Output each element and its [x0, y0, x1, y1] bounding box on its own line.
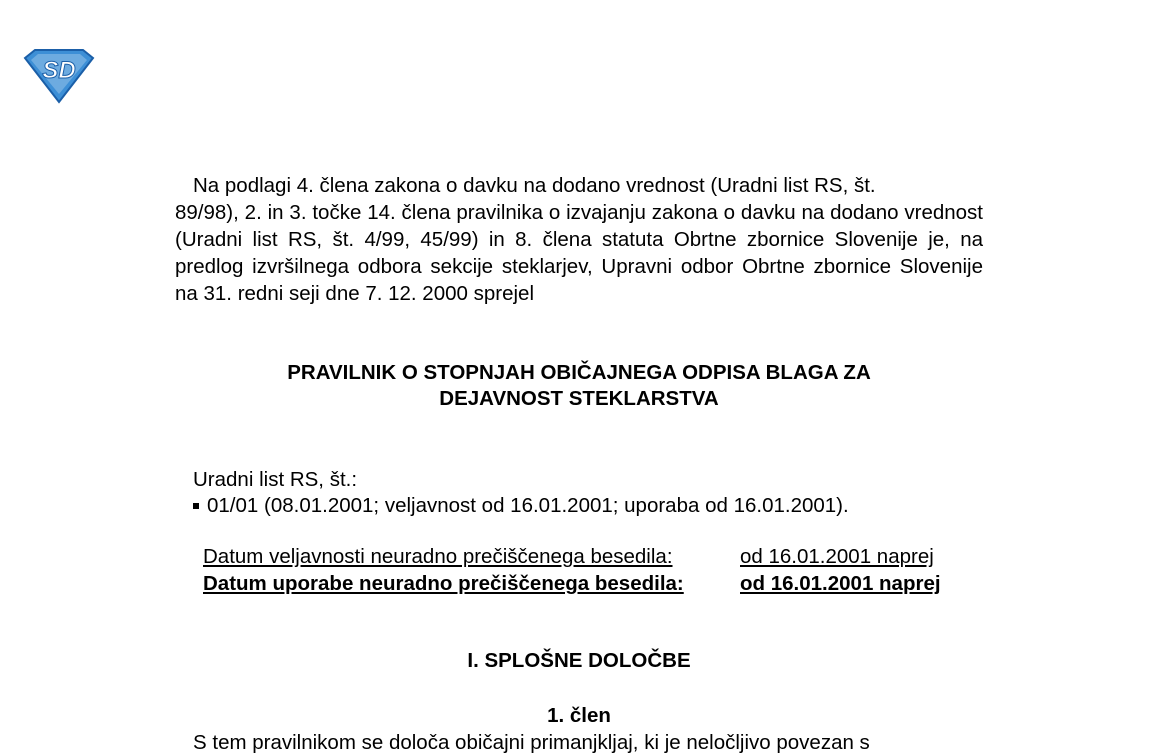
gazette-label: Uradni list RS, št.: [193, 468, 358, 491]
logo-text: SD [42, 57, 76, 84]
document-title [175, 360, 983, 412]
title-line-2: DEJAVNOST STEKLARSTVA [439, 387, 719, 410]
article-heading: 1. člen [547, 704, 611, 727]
gazette-entry: 01/01 (08.01.2001; veljavnost od 16.01.2001; uporaba od 16.01.2001). [207, 494, 849, 517]
title-line-1: PRAVILNIK O STOPNJAH OBIČAJNEGA ODPISA BLAGA ZA [287, 361, 871, 384]
intro-first-line: Na podlagi 4. člena zakona o davku na dodano vrednost (Uradni list RS, št. [193, 174, 876, 197]
intro-paragraph [175, 172, 983, 307]
gazette-entry-row [193, 493, 849, 519]
validity-label: Datum veljavnosti neuradno prečiščenega besedila: [203, 545, 673, 568]
sd-logo [22, 48, 96, 104]
article-text: S tem pravilnikom se določa običajni primanjkljaj, ki je neločljivo povezan s [193, 731, 870, 754]
use-value: od 16.01.2001 naprej [740, 572, 941, 595]
section-heading: I. SPLOŠNE DOLOČBE [467, 649, 691, 672]
dates-block [203, 543, 941, 597]
gazette-reference [193, 467, 849, 519]
intro-rest: 89/98), 2. in 3. točke 14. člena pravilnika o izvajanju zakona o davku na dodano vrednost (Uradni list RS, št. 4/99, 45/99) in 8. člena statuta Obrtne zbornice Slovenije je, na predlog izvršilnega odbora sekcije steklarjev, Upravni odbor Obrtne zbornice Slovenije na 31. redni seji dne 7. 12. 2000 sprejel [175, 201, 983, 305]
validity-row [203, 543, 941, 570]
validity-value: od 16.01.2001 naprej [740, 545, 934, 568]
sd-diamond-logo-icon [22, 48, 96, 104]
use-label: Datum uporabe neuradno prečiščenega besedila: [203, 572, 684, 595]
bullet-icon [193, 503, 199, 509]
use-row [203, 570, 941, 597]
